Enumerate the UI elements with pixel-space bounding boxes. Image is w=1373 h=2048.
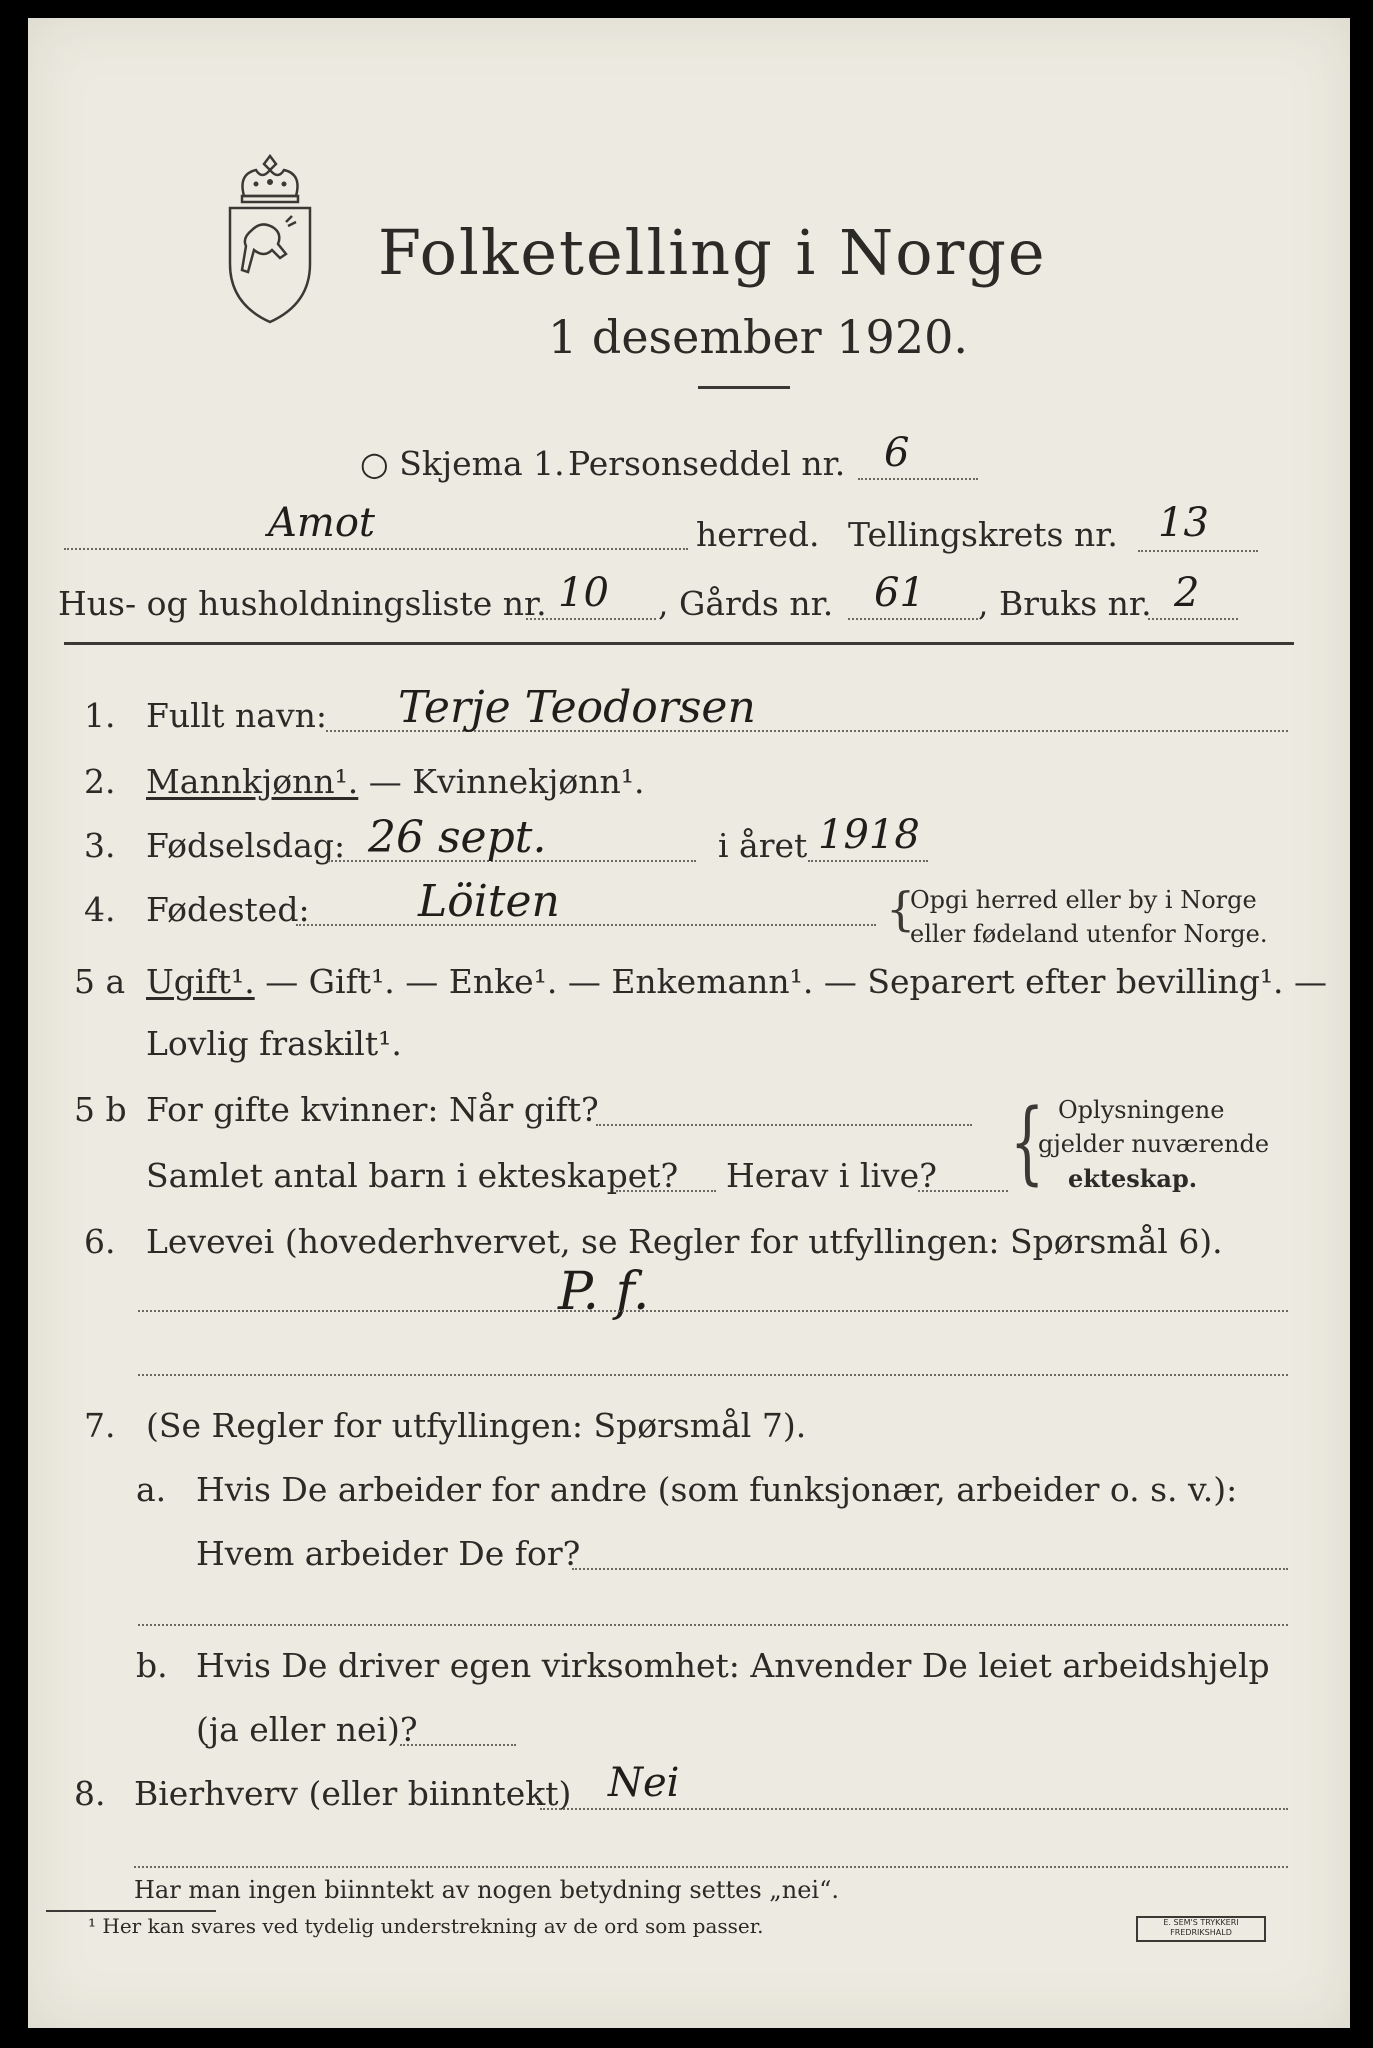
q4-label: Fødested:: [146, 890, 310, 929]
herred-label: herred.: [696, 515, 820, 554]
q2-number: 2.: [84, 762, 116, 801]
q5a-ugift-option: Ugift¹.: [146, 962, 255, 1001]
bruks-label: , Bruks nr.: [978, 584, 1152, 623]
footer-note: Har man ingen biinntekt av nogen betydning settes „nei“.: [134, 1876, 839, 1904]
q5b-children-label: Samlet antal barn i ekteskapet?: [146, 1156, 679, 1195]
q8-line-extra: [134, 1866, 1288, 1868]
q5a-number: 5 a: [74, 962, 126, 1001]
q5b-number: 5 b: [74, 1090, 127, 1129]
tellingskrets-value: 13: [1158, 500, 1209, 546]
header-rule: [64, 642, 1294, 645]
household-value: 10: [558, 570, 609, 616]
q4-note-2: eller fødeland utenfor Norge.: [910, 920, 1268, 948]
q2-male-option: Mannkjønn¹.: [146, 762, 359, 801]
q3-year-label: i året: [718, 826, 808, 865]
q7b-line2: (ja eller nei)?: [196, 1710, 418, 1749]
q1-value: Terje Teodorsen: [398, 682, 756, 733]
q5b-note-1: Oplysningene: [1058, 1096, 1225, 1124]
q5a-line2: Lovlig fraskilt¹.: [146, 1024, 402, 1063]
q5b-children-line: [616, 1190, 716, 1192]
q8-label: Bierhverv (eller biinntekt): [134, 1774, 572, 1813]
schema-bullet-icon: ○: [360, 444, 389, 483]
q4-brace: {: [886, 882, 916, 936]
printer-line-1: E. SEM'S TRYKKERI: [1163, 1918, 1239, 1927]
q5a-options: [146, 962, 1327, 1001]
q1-label: Fullt navn:: [146, 696, 327, 735]
q3-year-line: [808, 860, 928, 862]
footnote-text: Her kan svares ved tydelig understrekning av de ord som passer.: [102, 1914, 764, 1938]
q7a-label: Hvis De arbeider for andre (som funksjonær, arbeider o. s. v.):: [196, 1470, 1238, 1509]
q6-value: P. f.: [558, 1262, 650, 1322]
q7a-letter: a.: [136, 1470, 167, 1509]
q6-number: 6.: [84, 1222, 116, 1261]
printer-line-2: FREDRIKSHALD: [1170, 1928, 1232, 1937]
q4-line: [296, 924, 876, 926]
q5b-married-line: [596, 1124, 972, 1126]
q4-note-1: Opgi herred eller by i Norge: [910, 886, 1257, 914]
q6-line-2: [138, 1374, 1288, 1376]
q8-number: 8.: [74, 1774, 106, 1813]
personseddel-value: 6: [884, 430, 910, 476]
q7b-line: [400, 1744, 516, 1746]
gards-label: , Gårds nr.: [658, 584, 834, 623]
q4-value: Löiten: [418, 876, 560, 927]
q2-other-options: — Kvinnekjønn¹.: [368, 762, 645, 801]
footnote-rule: [46, 1910, 216, 1912]
q4-number: 4.: [84, 890, 116, 929]
bruks-line: [1148, 618, 1238, 620]
printer-stamp: [1136, 1916, 1266, 1942]
household-label: Hus- og husholdningsliste nr.: [58, 584, 547, 623]
herred-value: Amot: [268, 500, 375, 546]
q7a-line: [572, 1568, 1288, 1570]
q5b-note-2: gjelder nuværende: [1038, 1130, 1270, 1158]
schema-label: ○ Skjema 1.: [360, 444, 565, 483]
q5b-alive-label: Herav i live?: [726, 1156, 937, 1195]
q1-number: 1.: [84, 696, 116, 735]
q3-year-value: 1918: [818, 812, 920, 858]
q3-value: 26 sept.: [368, 812, 547, 863]
q5b-note-3: ekteskap.: [1068, 1164, 1198, 1193]
q6-line-1: [138, 1310, 1288, 1312]
personseddel-line: [858, 478, 978, 480]
household-line: [526, 618, 656, 620]
q8-line: [540, 1808, 1288, 1810]
form-title: Folketelling i Norge: [378, 216, 1047, 289]
q7a-line2: Hvem arbeider De for?: [196, 1534, 581, 1573]
q5b-brace: {: [1010, 1090, 1045, 1195]
q5b-alive-line: [918, 1190, 1008, 1192]
q2-options: [146, 762, 645, 801]
q3-number: 3.: [84, 826, 116, 865]
tellingskrets-line: [1138, 550, 1258, 552]
q7-label: (Se Regler for utfyllingen: Spørsmål 7).: [146, 1406, 807, 1445]
q7-number: 7.: [84, 1406, 116, 1445]
title-divider: [698, 386, 790, 389]
personseddel-label: Personseddel nr.: [568, 444, 846, 483]
q5a-other-options: — Gift¹. — Enke¹. — Enkemann¹. — Separert efter bevilling¹. —: [265, 962, 1328, 1001]
gards-value: 61: [874, 570, 925, 616]
footnote: [88, 1914, 763, 1938]
q3-label: Fødselsdag:: [146, 826, 346, 865]
gards-line: [848, 618, 978, 620]
footnote-marker: ¹: [88, 1914, 97, 1938]
q7b-letter: b.: [136, 1646, 168, 1685]
tellingskrets-label: Tellingskrets nr.: [848, 515, 1118, 554]
bruks-value: 2: [1174, 570, 1200, 616]
q7a-line-extra: [138, 1624, 1288, 1626]
q5b-label: For gifte kvinner: Når gift?: [146, 1090, 599, 1129]
q7b-label: Hvis De driver egen virksomhet: Anvender De leiet arbeidshjelp: [196, 1646, 1270, 1685]
q6-label: Levevei (hovederhvervet, se Regler for utfyllingen: Spørsmål 6).: [146, 1222, 1223, 1261]
herred-line: [64, 548, 688, 550]
q8-value: Nei: [608, 1760, 680, 1806]
norway-coat-of-arms-icon: [216, 148, 324, 328]
census-form-page: [28, 18, 1350, 2028]
census-date: 1 desember 1920.: [548, 310, 968, 364]
